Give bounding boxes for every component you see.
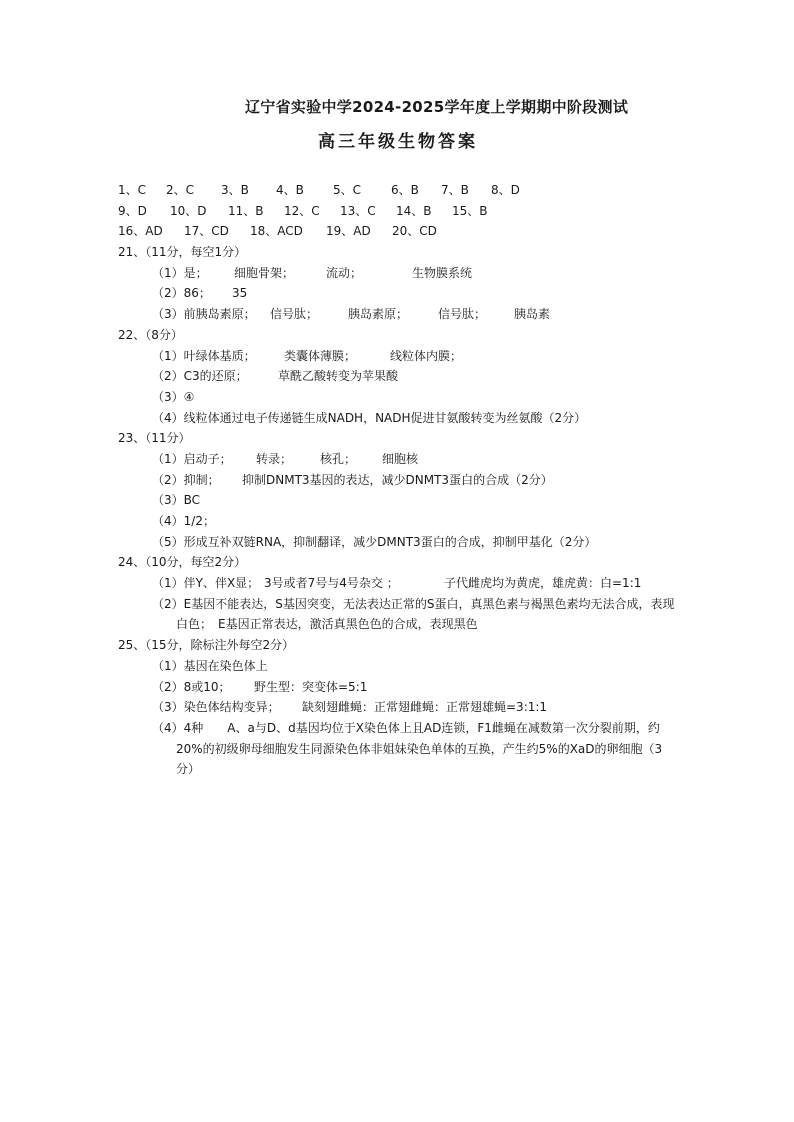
question-21-part-1: （1）是； 细胞骨架； 流动； 生物膜系统 [152, 265, 473, 280]
mc-answer: 8、D [491, 183, 520, 197]
mc-answer: 12、C [284, 203, 320, 218]
question-25-heading: 25、（15分，除标注外每空2分） [118, 638, 295, 653]
mc-answer: 3、B [221, 183, 249, 197]
page-subtitle: 高三年级生物答案 [318, 132, 478, 152]
question-25-part-4: （4）4种 A、a与D、d基因均位于X染色体上且AD连锁，F1雌蝇在减数第一次分裂前期，约20%的初级卵母细胞发生同源染色体非姐妹染色单体的互换，产生约5%的XaD的卵细胞（3分） [152, 720, 663, 777]
mc-answer: 14、B [396, 203, 432, 218]
question-24-heading: 24、（10分，每空2分） [118, 555, 247, 570]
mc-answer: 2、C [166, 183, 195, 197]
mc-answer: 11、B [228, 203, 264, 218]
mc-answers-row-3 [118, 221, 678, 242]
question-22-heading: 22、（8分） [118, 327, 183, 342]
answer-content [118, 180, 678, 780]
question-25-part-2: （2）8或10； 野生型：突变体=5:1 [152, 679, 368, 694]
mc-answers-row-2 [118, 201, 678, 222]
question-21-part-3: （3）前胰岛素原； 信号肽； 胰岛素原； 信号肽； 胰岛素 [152, 307, 551, 322]
question-22-part-3: （3）④ [152, 389, 195, 404]
mc-answer: 1、C [118, 183, 147, 197]
question-22-part-1: （1）叶绿体基质； 类囊体薄膜； 线粒体内膜； [152, 348, 463, 363]
mc-answer: 6、B [391, 183, 419, 197]
question-25-part-3: （3）染色体结构变异； 缺刻翅雌蝇：正常翅雌蝇：正常翅雄蝇=3:1:1 [152, 700, 548, 715]
question-23-part-1: （1）启动子； 转录； 核孔； 细胞核 [152, 451, 419, 466]
question-24-part-2: （2）E基因不能表达，S基因突变，无法表达正常的S蛋白，真黑色素与褐黑色素均无法合成，表现白色； E基因正常表达，激活真黑色色的合成，表现黑色 [152, 596, 675, 632]
mc-answer: 18、ACD [250, 224, 303, 239]
question-21-part-2: （2）86； 35 [152, 286, 248, 301]
question-21-heading: 21、（11分，每空1分） [118, 245, 247, 260]
question-22-part-4: （4）线粒体通过电子传递链生成NADH，NADH促进甘氨酸转变为丝氨酸（2分） [152, 410, 587, 425]
question-23-part-2: （2）抑制； 抑制DNMT3基因的表达，减少DNMT3蛋白的合成（2分） [152, 472, 553, 487]
question-24-part-1: （1）伴Y、伴X显； 3号或者7号与4号杂交 ； 子代雌虎均为黄虎，雄虎黄：白=1:1 [152, 576, 642, 591]
mc-answer: 7、B [441, 183, 469, 197]
mc-answer: 4、B [276, 183, 304, 197]
question-23-part-5: （5）形成互补双链RNA，抑制翻译，减少DMNT3蛋白的合成，抑制甲基化（2分） [152, 534, 597, 549]
mc-answer: 10、D [170, 203, 207, 218]
mc-answer: 13、C [340, 203, 376, 218]
question-23-part-3: （3）BC [152, 493, 201, 508]
mc-answer: 9、D [118, 203, 147, 218]
mc-answer: 15、B [452, 203, 488, 218]
question-23-heading: 23、（11分） [118, 431, 191, 446]
mc-answer: 17、CD [184, 224, 229, 239]
question-22-part-2: （2）C3的还原； 草酰乙酸转变为苹果酸 [152, 369, 399, 384]
mc-answer: 19、AD [326, 224, 371, 239]
mc-answer: 16、AD [118, 224, 163, 239]
page-title: 辽宁省实验中学2024-2025学年度上学期期中阶段测试 [245, 98, 629, 116]
mc-answer: 20、CD [392, 224, 437, 239]
question-23-part-4: （4）1/2； [152, 514, 215, 528]
mc-answer: 5、C [333, 183, 362, 197]
question-25-part-1: （1）基因在染色体上 [152, 658, 268, 673]
mc-answers-row-1 [118, 180, 678, 201]
